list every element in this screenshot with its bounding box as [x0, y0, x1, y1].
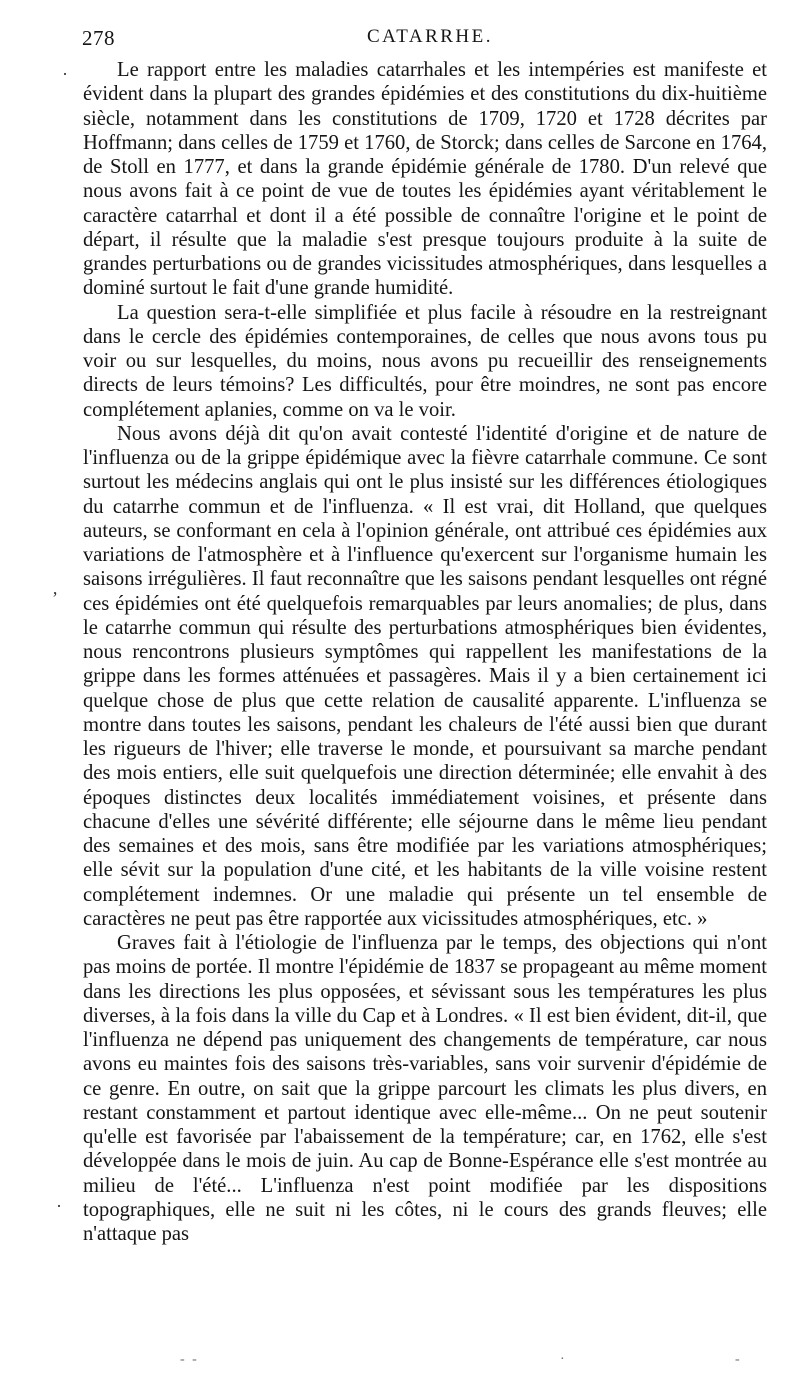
- body-text: [83, 58, 767, 1246]
- scan-artifact: -: [735, 1352, 742, 1367]
- paragraph-3: Nous avons déjà dit qu'on avait contesté l'identité d'origine et de nature de l'influenza ou de la grippe épidémique avec la fièvre catarrhale commune. Ce sont surtout les médecins anglais qui ont le plus insisté sur les différences étiologiques du catarrhe commun et de l'influenza. « Il est vrai, dit Holland, que quelques auteurs, se conformant en cela à l'opinion générale, ont attribué ces épidémies aux variations de l'atmosphère et à l'influence qu'exercent sur l'organisme humain les saisons irrégulières. Il faut reconnaître que les saisons pendant lesquelles ont régné ces épidémies ont été quelquefois remarquables par leurs anomalies; de plus, dans le catarrhe commun qui résulte des perturbations atmosphériques bien évidentes, nous rencontrons plusieurs symptômes qui rappellent les manifestations de la grippe dans les formes atténuées et passagères. Mais il y a bien certainement ici quelque chose de plus que cette relation de causalité apparente. L'influenza se montre dans toutes les saisons, pendant les chaleurs de l'été aussi bien que durant les rigueurs de l'hiver; elle traverse le monde, et poursuivant sa marche pendant des mois entiers, elle suit quelquefois une direction déterminée; elle envahit à des époques distinctes deux localités immédiatement voisines, et présente dans chacune d'elles une sévérité différente; elle séjourne dans le même lieu pendant des semaines et des mois, sans être modifiée par les variations atmosphériques; elle sévit sur la population d'une cité, et les habitants de la ville voisine restent complétement indemnes. Or une maladie qui présente un tel ensemble de caractères ne peut pas être rapportée aux vicissitudes atmosphériques, etc. »: [83, 422, 767, 930]
- margin-mark: ·: [62, 64, 68, 84]
- running-head: [82, 22, 768, 54]
- paragraph-1: Le rapport entre les maladies catarrhales et les intempéries est manifeste et évident dans la plupart des grandes épidémies et des constitutions du dix-huitième siècle, notamment dans les constitutions de 1709, 1720 et 1728 décrites par Hoffmann; dans celles de 1759 et 1760, de Storck; dans celles de Sarcone en 1764, de Stoll en 1777, et dans la grande épidémie générale de 1780. D'un relevé que nous avons fait à ce point de vue de toutes les épidémies ayant véritablement le caractère catarrhal et dont il a été possible de connaître l'origine et le point de départ, il résulte que la maladie s'est presque toujours produite à la suite de grandes perturbations ou de grandes vicissitudes atmosphériques, dans lesquelles a dominé surtout le fait d'une grande humidité.: [83, 59, 767, 300]
- margin-mark: ‚: [52, 578, 58, 598]
- margin-mark: ·: [56, 1196, 62, 1216]
- scan-artifact: - -: [180, 1352, 199, 1367]
- page-number: 278: [82, 26, 115, 50]
- paragraph-4: Graves fait à l'étiologie de l'influenza par le temps, des objections qui n'ont pas moins de portée. Il montre l'épidémie de 1837 se propageant au même moment dans les directions les plus opposées, et sévissant sous les températures les plus diverses, à la fois dans la ville du Cap et à Londres. « Il est bien évident, dit-il, que l'influenza ne dépend pas uniquement des changements de température, car nous avons eu maintes fois des saisons très-variables, sans voir survenir d'épidémie de ce genre. En outre, on sait que la grippe parcourt les climats les plus divers, en restant constamment et partout identique avec elle-même... On ne peut soutenir qu'elle est favorisée par l'abaissement de la température; car, en 1762, elle s'est développée dans le mois de juin. Au cap de Bonne-Espérance elle s'est montrée au milieu de l'été... L'influenza n'est point modifiée par les dispositions topographiques, elle ne suit ni les côtes, ni le cours des grands fleuves; elle n'attaque pas: [83, 932, 767, 1245]
- paragraph-2: La question sera-t-elle simplifiée et plus facile à résoudre en la restreignant dans le cercle des épidémies contemporaines, de celles que nous avons tous pu voir ou sur lesquelles, du moins, nous avons pu recueillir des renseignements directs de leurs témoins? Les difficultés, pour être moindres, ne sont pas encore complétement aplanies, comme on va le voir.: [83, 301, 767, 421]
- running-title: CATARRHE.: [366, 26, 494, 47]
- scan-artifact: ·: [560, 1352, 567, 1367]
